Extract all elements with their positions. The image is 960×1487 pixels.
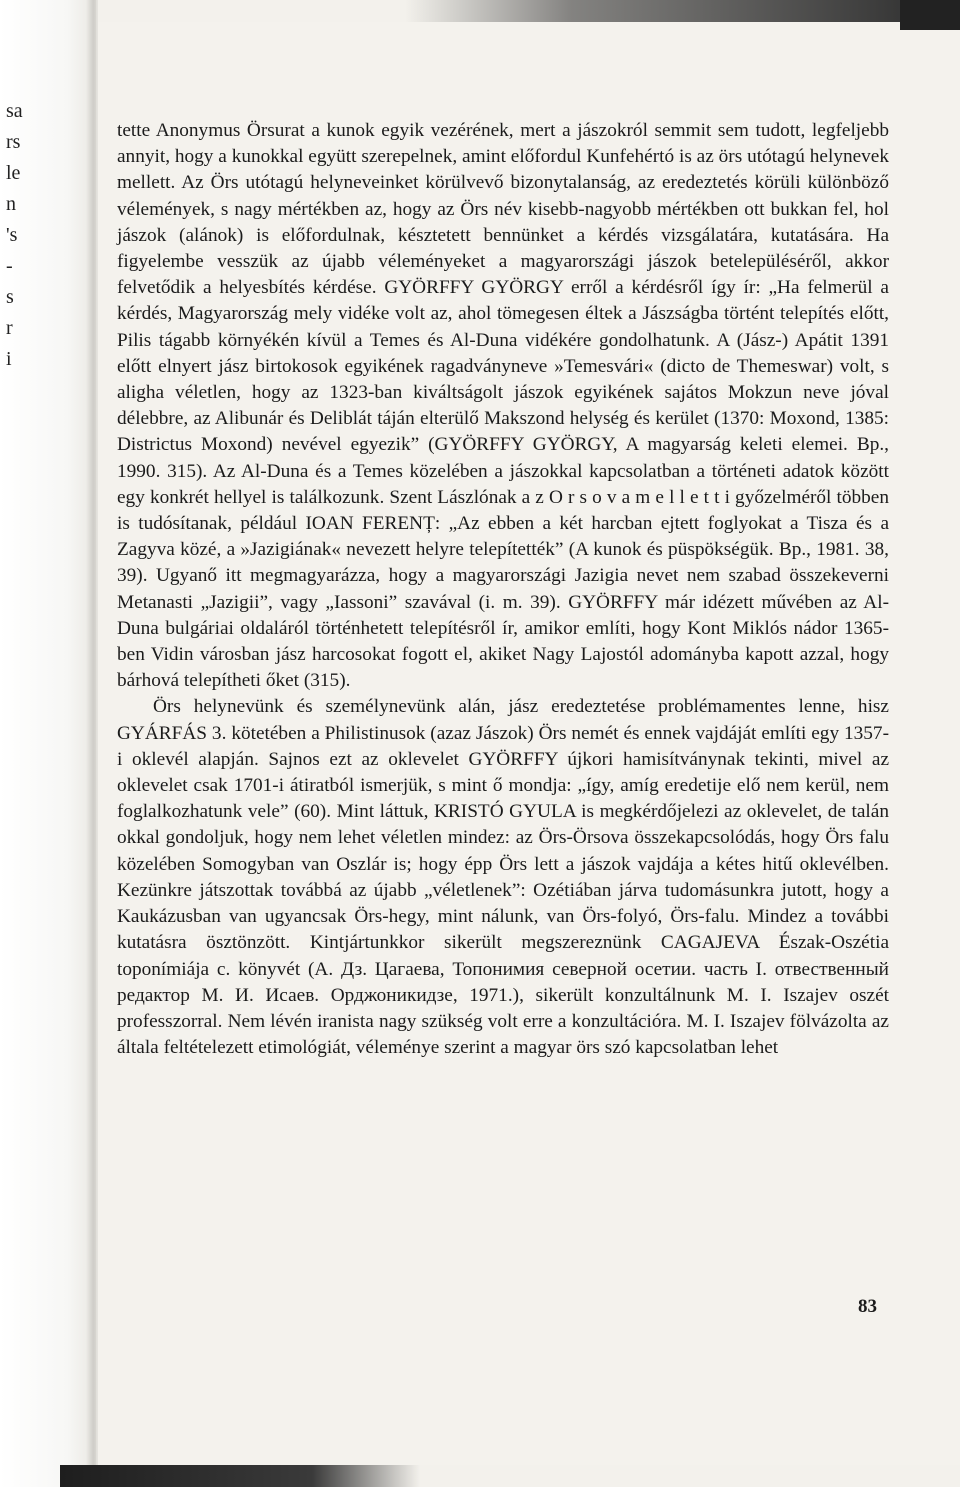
gutter-fragment: n	[6, 193, 16, 215]
gutter-fragment: sa	[6, 100, 23, 122]
page-number: 83	[858, 1296, 877, 1317]
scan-top-edge	[405, 0, 960, 22]
gutter-fragment: s	[6, 286, 14, 308]
scan-corner	[900, 0, 960, 30]
gutter-fragment: i	[6, 348, 12, 370]
gutter-fragment: 's	[6, 224, 18, 246]
gutter-fragment: le	[6, 162, 21, 184]
gutter-fragment: -	[6, 255, 13, 277]
paragraph: Örs helynevünk és személynevünk alán, jász eredeztetése problémamentes lenne, hisz GYÁRFÁS 3. kötetében a Philistinusok (azaz Jászok) Örs nemét és ennek vajdáját említi egy 1357-i oklevél alapján. Sajnos ezt az oklevelet GYÖRFFY újkori hamisítványnak tekinti, mivel az oklevelet csak 1701-i átiratból ismerjük, s mint ő mondja: „így, amíg eredetije elő nem kerül, nem foglalkozhatunk vele” (60). Mint láttuk, KRISTÓ GYULA is megkérdőjelezi az oklevelet, de talán okkal gondoljuk, hogy nem lehet véletlen mindez: az Örs-Örsova összekapcsolódás, hogy Örs falu közelében Somogyban van Oszlár is; hogy épp Örs lett a jászok vajdája a kétes hitű oklevélben. Kezünkre játszottak továbbá az újabb „véletlenek”: Ozétiában járva tudomásunkra jutott, hogy a Kaukázusban van ugyancsak Örs-hegy, mint nálunk, van Örs-folyó, Örs-falu. Mindez a további kutatásra ösztönzött. Kintjártunkkor sikerült megszereznünk CAGAJEVA Észak-Oszétia toponímiája c. könyvét (А. Дз. Цагаева, Топонимия северной осетии. часть I. отвественный редактор М. И. Исаев. Орджоникидзе, 1971.), sikerült konzultálnunk M. I. Iszajev oszét professzorral. Nem lévén iranista nagy szükség volt erre a konzultációra. M. I. Iszajev fölvázolta az általa feltételezett etimológiát, véleménye szerint a magyar örs szó kapcsolatban lehet	[117, 696, 889, 1059]
gutter-fragment: r	[6, 317, 13, 339]
gutter-fragment: rs	[6, 131, 21, 153]
page-body-text	[117, 118, 889, 1061]
paragraph: tette Anonymus Örsurat a kunok egyik vezérének, mert a jászokról semmit sem tudott, legfeljebb annyit, hogy a kunokkal együtt szerepelnek, amint előfordul Kunfehértó is az örs utótagú helynevek mellett. Az Örs utótagú helyneveinket körülvevő bizonytalanság, az eredeztetés körüli különböző vélemények, s nagy mértékben az, hogy az Örs név kisebb-nagyobb mértékben ott bukkan fel, hol jászok (alánok) is előfordulnak, késztetett bennünket a kérdés vizsgálatára, kutatására. Ha figyelembe vesszük az újabb véleményeket a magyarországi jászok betelepüléséről, akkor felvetődik a helyesbítés kérdése. GYÖRFFY GYÖRGY erről a kérdésről így ír: „Ha felmerül a kérdés, Magyarország mely vidéke volt az, ahol tömegesen éltek a Jászságba történt telepítés előtt, Pilis tágabb környékén kívül a Temes és Al-Duna vidékére gondolhatunk. A (Jász-) Apátit 1391 előtt elnyert jász birtokosok egyikének ragadványneve »Temesvári« (dicto de Themeswar) volt, s aligha véletlen, hogy az 1323-ban kiváltságolt jászok egyikének sajátos Mokzun neve jóval délebbre, az Alibunár és Deliblát táján elterülő Makszond helység és kerület (1370: Moxond, 1385: Districtus Moxond) nevével egyezik” (GYÖRFFY GYÖRGY, A magyarság keleti elemei. Bp., 1990. 315). Az Al-Duna és a Temes közelében a jászokkal kapcsolatban a történeti adatok között egy konkrét hellyel is találkozunk. Szent Lászlónak a z O r s o v a m e l l e t t i győzelméről többen is tudósítanak, például IOAN FERENȚ: „Az ebben a két harcban ejtett foglyokat a Tisza és a Zagyva közé, a »Jazigiának« nevezett helyre telepítették” (A kunok és püspökségük. Bp., 1981. 38, 39). Ugyanő itt megmagyarázza, hogy a magyarországi Jazigia nevet nem szabad összekeverni Metanasti „Jazigii”, vagy „Iassoni” szavával (i. m. 39). GYÖRFFY már idézett művében az Al-Duna bulgáriai oldaláról történhetett telepítésről ír, amikor említi, hogy Kont Miklós nádor 1365-ben Vidin városban jász harcosokat fogott el, akiket Nagy Lajostól adományba kapott azzal, hogy bárhová telepítheti őket (315).	[117, 120, 889, 692]
scan-bottom-edge	[60, 1465, 420, 1487]
binding-shadow	[86, 0, 98, 1487]
adjacent-page-text-fragments	[6, 96, 46, 375]
